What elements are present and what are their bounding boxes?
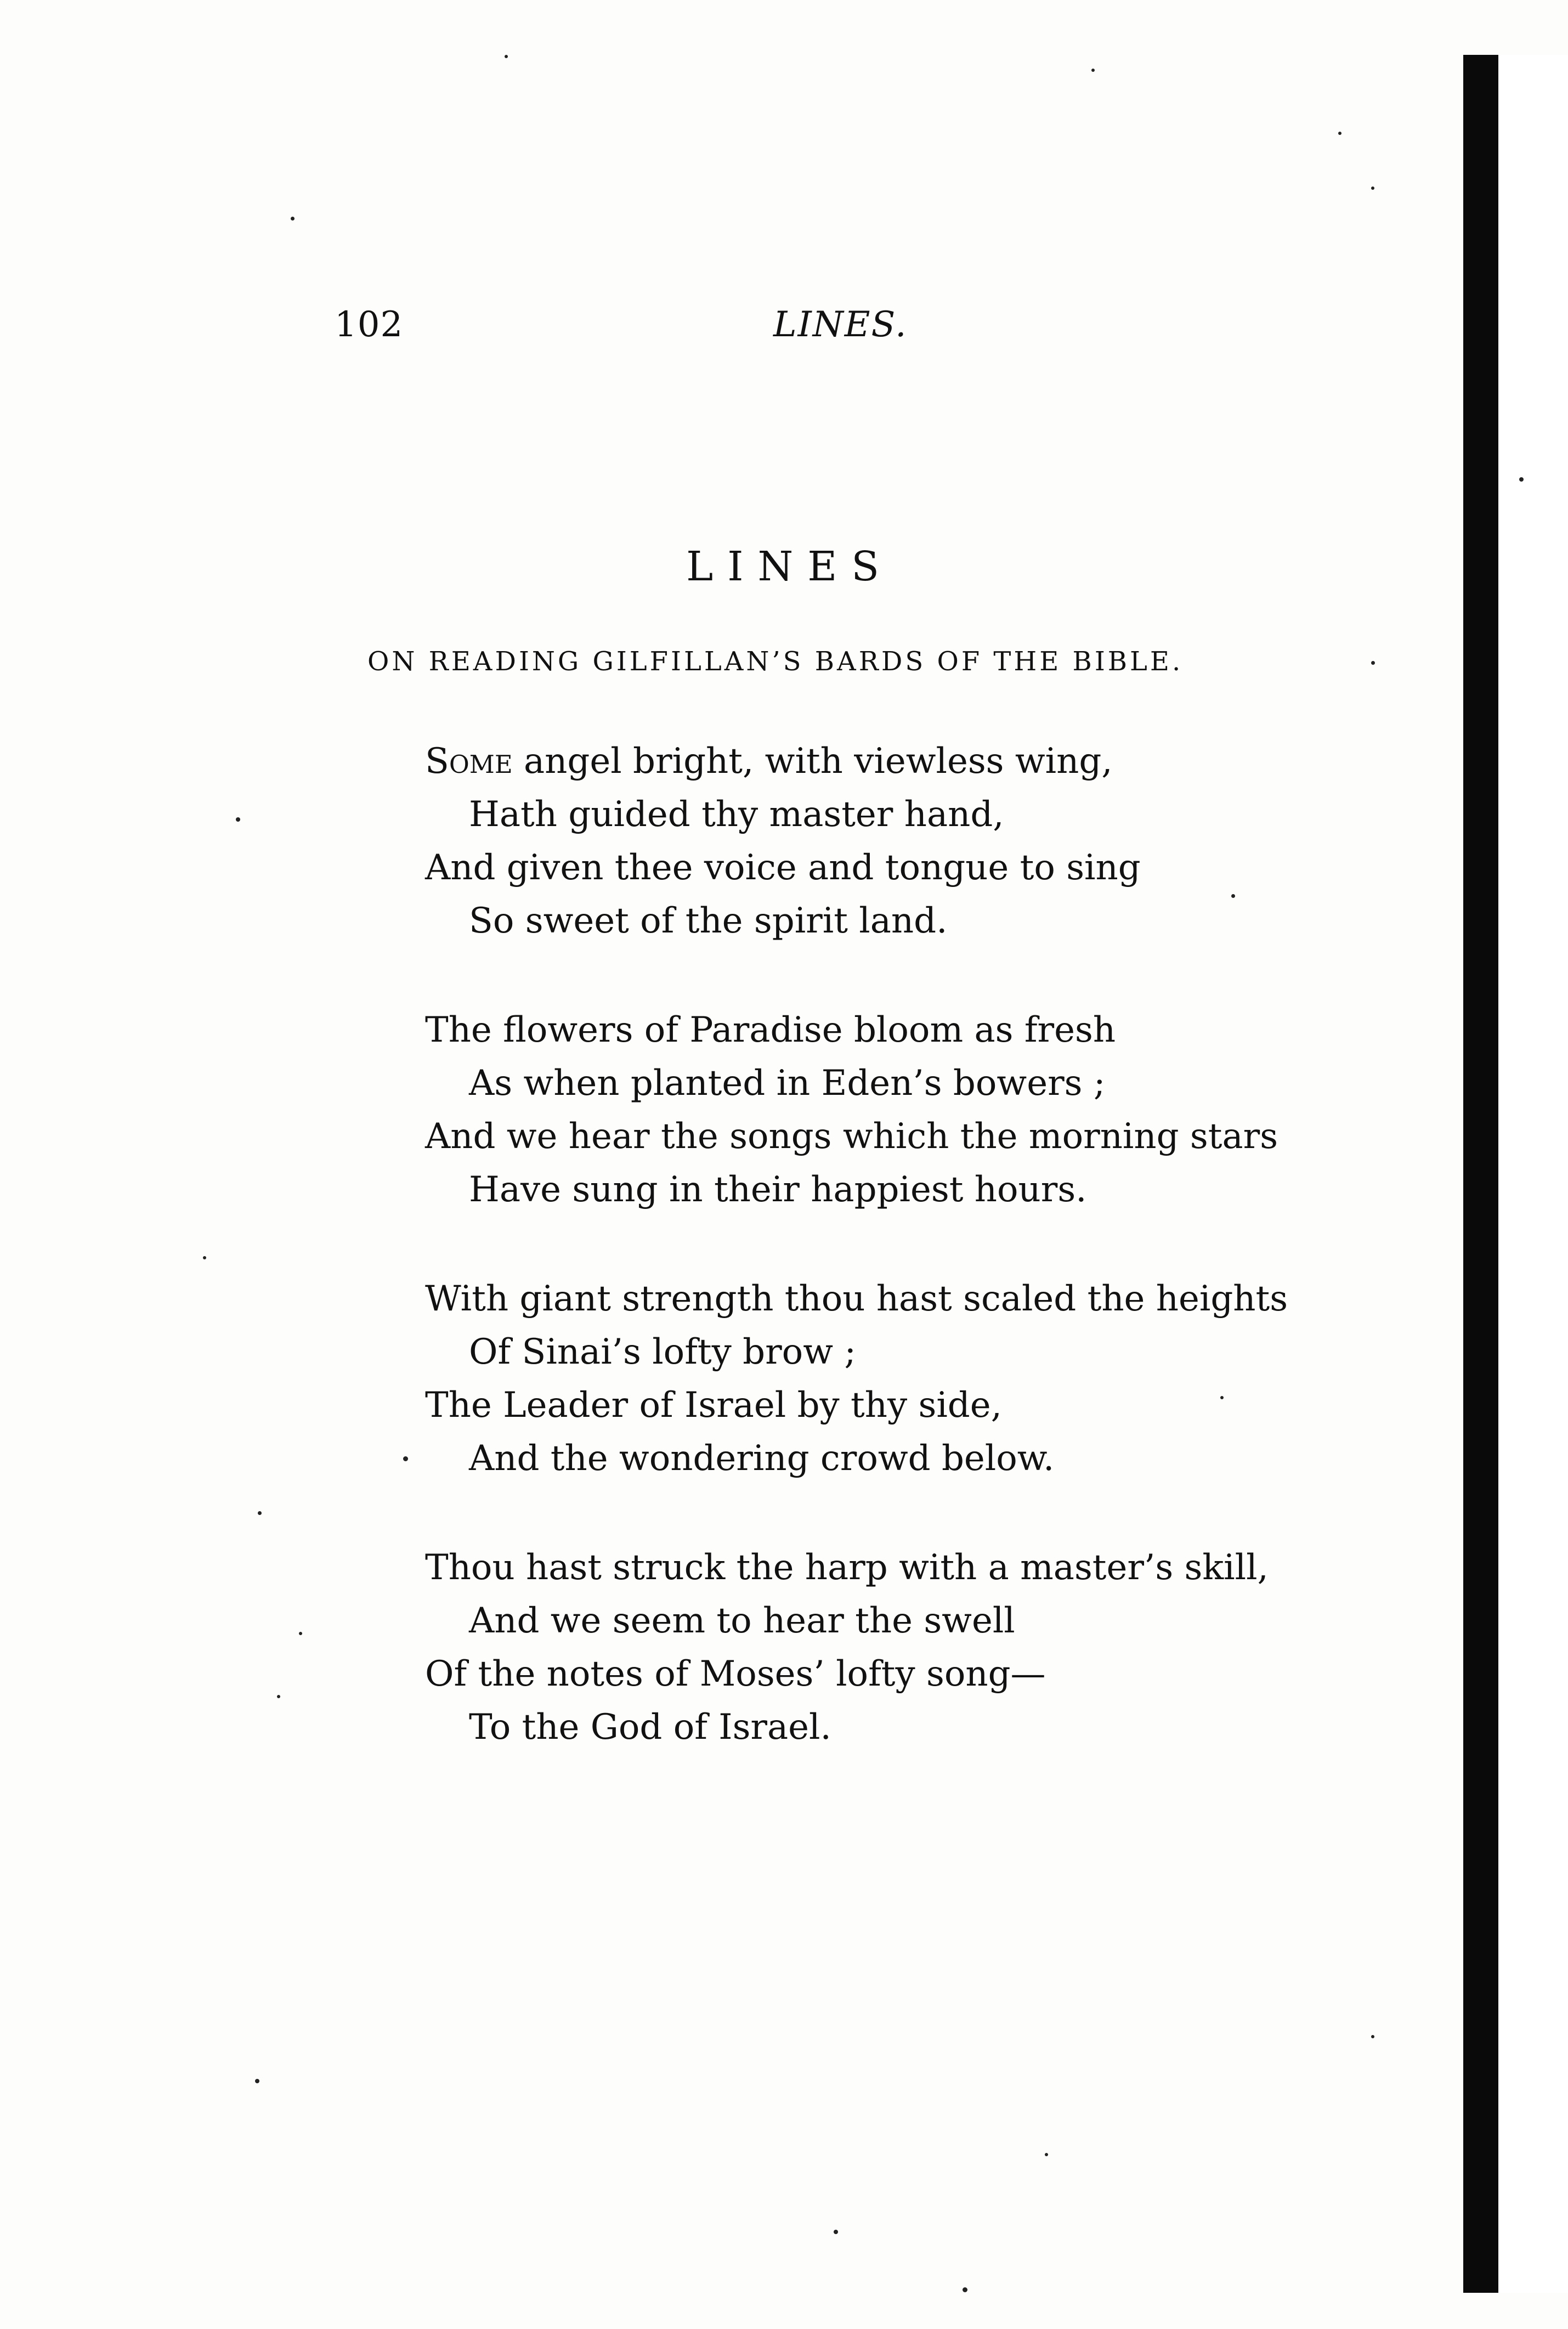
poem-title-text: LINES xyxy=(686,543,893,590)
scan-speck xyxy=(1371,2035,1374,2038)
running-title: LINES. xyxy=(773,304,908,345)
poem-line: The flowers of Paradise bloom as fresh xyxy=(425,1010,1116,1050)
stanza-1 xyxy=(425,735,1141,948)
poem-title xyxy=(0,543,1568,590)
scan-speck xyxy=(236,817,240,822)
scan-speck xyxy=(1220,1396,1224,1399)
scan-speck xyxy=(299,1632,302,1635)
page-margin xyxy=(1498,55,1568,2293)
poem-line: With giant strength thou hast scaled the heights xyxy=(425,1279,1288,1319)
stanza-2 xyxy=(425,1004,1278,1217)
scan-speck xyxy=(291,217,295,221)
scan-speck xyxy=(403,1456,408,1461)
poem-line: As when planted in Eden’s bowers ; xyxy=(469,1063,1106,1104)
poem-line: Of Sinai’s lofty brow ; xyxy=(469,1332,856,1372)
poem-line: And given thee voice and tongue to sing xyxy=(425,847,1141,888)
scan-speck xyxy=(1045,2153,1048,2156)
scan-speck xyxy=(255,2079,259,2083)
poem-line: So sweet of the spirit land. xyxy=(469,901,948,941)
scan-speck xyxy=(1338,132,1341,135)
scan-speck xyxy=(277,1695,280,1698)
poem-line: Some angel bright, with viewless wing, xyxy=(425,741,1113,782)
scan-speck xyxy=(203,1256,206,1259)
scan-speck xyxy=(258,1511,262,1515)
scan-speck xyxy=(1519,477,1524,482)
scan-speck xyxy=(1371,661,1375,665)
page-number: 102 xyxy=(335,304,404,345)
scan-speck xyxy=(505,55,508,58)
binding-shadow xyxy=(1463,55,1498,2293)
poem-line: Thou hast struck the harp with a master’s skill, xyxy=(425,1547,1269,1588)
poem-line: Hath guided thy master hand, xyxy=(469,794,1004,835)
stanza-4 xyxy=(425,1541,1269,1754)
poem-line: And the wondering crowd below. xyxy=(469,1438,1055,1479)
poem-line: And we hear the songs which the morning stars xyxy=(425,1116,1278,1157)
poem-line: To the God of Israel. xyxy=(469,1707,831,1748)
drop-word: Some xyxy=(425,741,513,782)
poem-line: Have sung in their happiest hours. xyxy=(469,1169,1087,1210)
poem-subtitle: ON READING GILFILLAN’S BARDS OF THE BIBLE. xyxy=(367,646,1184,677)
poem-line: And we seem to hear the swell xyxy=(469,1601,1015,1641)
stanza-3 xyxy=(425,1273,1288,1485)
scan-speck xyxy=(1231,894,1235,898)
poem-line: Of the notes of Moses’ lofty song— xyxy=(425,1654,1046,1694)
running-head xyxy=(335,304,1289,348)
poem-line: The Leader of Israel by thy side, xyxy=(425,1385,1002,1426)
scan-speck xyxy=(834,2230,838,2234)
scan-speck xyxy=(1091,69,1095,72)
scan-speck xyxy=(1371,186,1374,190)
scan-speck xyxy=(963,2287,967,2292)
